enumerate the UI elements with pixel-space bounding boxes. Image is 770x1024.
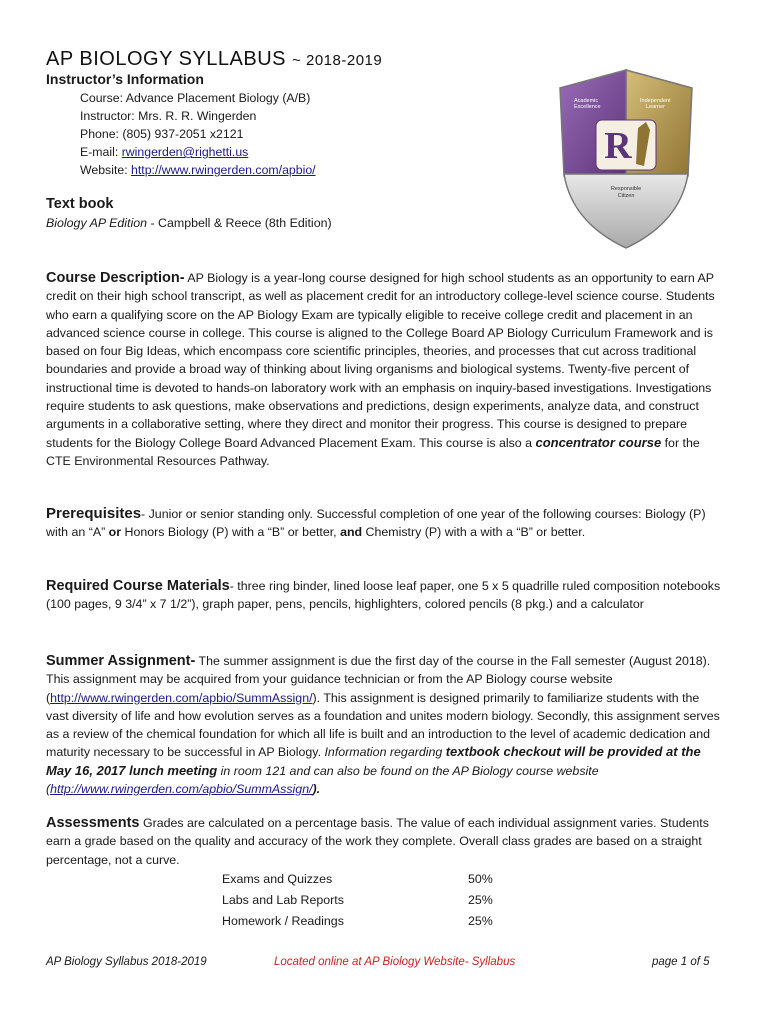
instructor-line: Instructor: Mrs. R. R. Wingerden [80, 109, 257, 123]
website-link[interactable]: http://www.rwingerden.com/apbio/ [131, 163, 316, 177]
summer-assignment [46, 652, 724, 798]
website-line [80, 163, 316, 177]
grade-value: 50% [468, 872, 493, 886]
shield-monogram: R [604, 125, 632, 167]
course-description-tail: for the CTE Environmental Resources Pathway. [46, 435, 700, 468]
summer-info-link[interactable]: http://www.rwingerden.com/apbio/SummAssign/ [50, 782, 313, 797]
shield-responsible: Responsible Citizen [610, 186, 642, 199]
summer-info-bold: textbook checkout will be provided at the May 16, 2017 lunch meeting [46, 744, 701, 778]
prerequisites-part3: Chemistry (P) with a with a “B” or better. [362, 525, 586, 540]
course-description-heading: Course Description- [46, 270, 185, 286]
grade-label: Exams and Quizzes [222, 872, 333, 886]
email-link[interactable]: rwingerden@righetti.us [121, 145, 249, 159]
concentrator-emphasis: concentrator course [535, 434, 662, 450]
prerequisites-or: or [108, 525, 122, 540]
course-materials [46, 577, 722, 614]
summer-heading: Summer Assignment- [46, 653, 196, 669]
grade-value: 25% [468, 893, 493, 907]
textbook-edition: Biology AP Edition [46, 216, 148, 230]
grade-value: 25% [468, 914, 493, 928]
footer-center: Located online at AP Biology Website- Syllabus [274, 956, 516, 968]
assessments-heading: Assessments [46, 815, 140, 831]
prerequisites-heading: Prerequisites [46, 505, 142, 522]
textbook-line [46, 214, 332, 232]
summer-info3: ). [312, 782, 321, 797]
course-description-body: AP Biology is a year-long course designed for high school students as an opportunity to earn AP credit on their high school transcript, as well as placement credit for an introductory college-level science course. Students who earn a qualifying score on the AP Biology Exam are typically eligible to receive college credit and placement in an advanced science course in college. This course is aligned to the College Board AP Biology Curriculum Framework and is based on four Big Ideas, which encompass core scientific principles, theories, and processes that cut across traditional boundaries and provide a broad way of thinking about living organisms and biological systems. Twenty-five percent of instructional time is devoted to hands-on laboratory work with an emphasis on inquiry-based investigations. Investigations require students to ask questions, make observations and predictions, design experiments, analyze data, and construct arguments in a collaborative setting, where they direct and monitor their progress. This course is designed to prepare students for the Biology College Board Advanced Placement Exam. This course is also a [46, 271, 715, 450]
summer-body1: The summer assignment is due the first day of the course in the Fall semester (August 2018). This assignment may be acquired from your guidance technician or from the AP Biology course website ( [46, 654, 711, 705]
summer-info2: in room 121 and can also be found on the AP Biology course website ( [46, 763, 599, 797]
phone-line: Phone: (805) 937-2051 x2121 [80, 127, 244, 141]
shield-independent: Independent Learner [640, 98, 671, 110]
textbook-authors: - Campbell & Reece (8th Edition) [147, 216, 332, 230]
materials-heading: Required Course Materials [46, 578, 230, 594]
summer-assign-link[interactable]: http://www.rwingerden.com/apbio/SummAssign/ [50, 690, 313, 705]
email-line [80, 145, 248, 159]
footer-page-number: page 1 of 5 [652, 956, 710, 968]
course-line: Course: Advance Placement Biology (A/B) [80, 91, 311, 105]
grade-label: Homework / Readings [222, 914, 344, 928]
footer-left: AP Biology Syllabus 2018-2019 [46, 956, 207, 968]
page-title [46, 48, 382, 71]
instructor-heading: Instructor’s Information [46, 71, 204, 87]
summer-info1: Information regarding [324, 745, 446, 760]
prerequisites [46, 505, 722, 542]
email-label: E-mail: [80, 145, 122, 159]
course-description [46, 269, 724, 470]
website-label: Website: [80, 163, 132, 177]
materials-body: - three ring binder, lined loose leaf paper, one 5 x 5 quadrille ruled composition notebooks (100 pages, 9 3/4” x 7 1/2”), graph paper, pens, pencils, highlighters, colored pencils (8 pkg.) and a calculator [46, 579, 721, 612]
prerequisites-part1: - Junior or senior standing only. Successful completion of one year of the following courses: Biology (P) with an “A” [46, 507, 706, 540]
assessments-body: Grades are calculated on a percentage basis. The value of each individual assignment varies. Students earn a grade based on the quality and accuracy of the work they complete. Overall class grades are based on a straight percentage, not a curve. [46, 816, 709, 867]
title-year: ~ 2018-2019 [292, 52, 383, 69]
prerequisites-part2: Honors Biology (P) with a “B” or better, [121, 525, 341, 540]
assessments [46, 814, 722, 869]
title-text: AP BIOLOGY SYLLABUS [46, 48, 286, 70]
textbook-heading: Text book [46, 196, 114, 212]
prerequisites-and: and [340, 525, 363, 540]
school-shield-logo [556, 66, 696, 252]
grade-label: Labs and Lab Reports [222, 893, 344, 907]
shield-academic: Academic Excellence [574, 98, 601, 110]
summer-body2: ). This assignment is designed primarily to familiarize students with the vast diversity of life and how evolution serves as a foundation and unites modern biology. Secondly, this assignment serves as a review of the chemical foundation for which all life is built and an introduction to the level of academic dedication and maturity necessary to be successful in AP Biology. [46, 690, 720, 760]
